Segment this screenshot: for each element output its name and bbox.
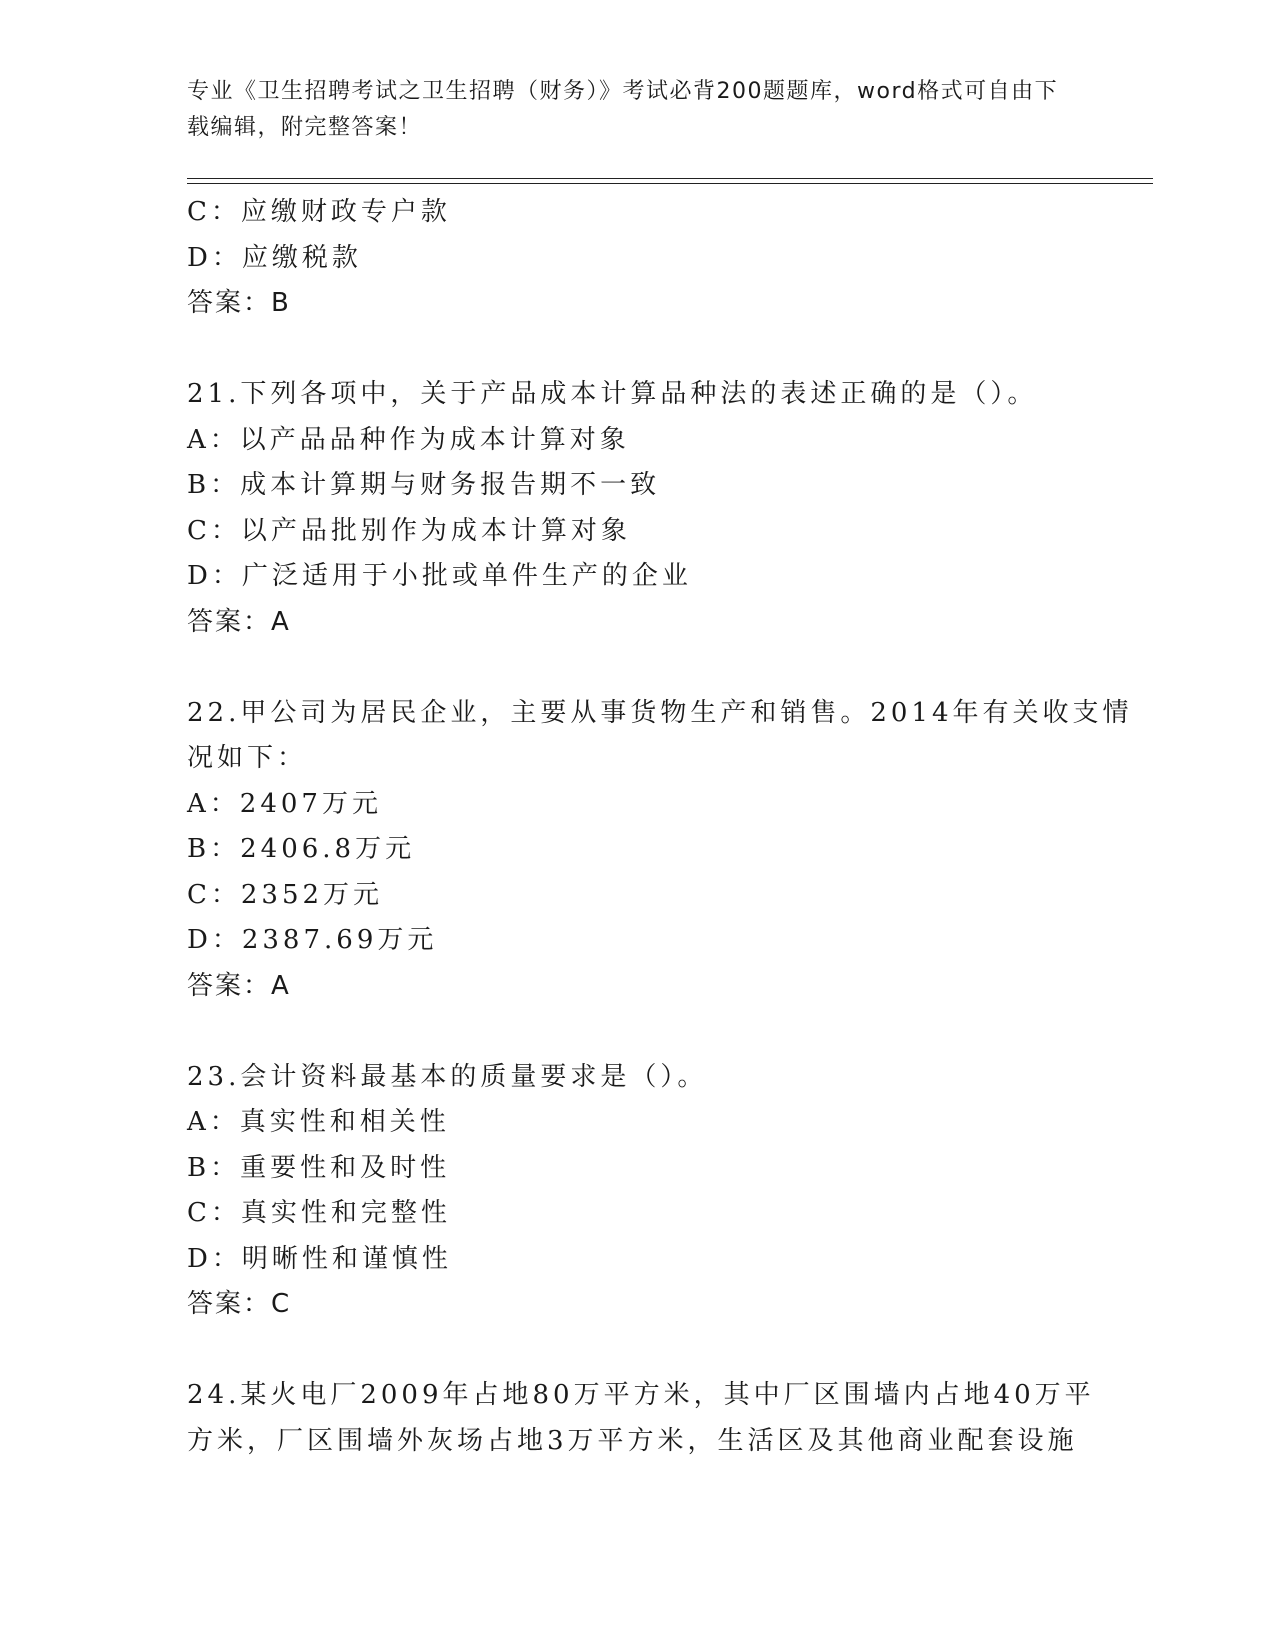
spacer <box>187 327 1087 373</box>
spacer <box>187 1009 1087 1055</box>
option-d: D：广泛适用于小批或单件生产的企业 <box>187 561 692 591</box>
option-c: C：2352万元 <box>187 879 384 910</box>
answer-label: 答案：A <box>187 606 291 637</box>
question-stem-line-1: 24.某火电厂2009年占地80万平方米，其中厂区围墙内占地40万平 <box>187 1380 1095 1410</box>
option-c: C：真实性和完整性 <box>187 1198 451 1228</box>
question-stem: 21.下列各项中，关于产品成本计算品种法的表述正确的是（）。 <box>187 379 1038 409</box>
spacer <box>187 645 1087 691</box>
header-divider-bottom <box>187 183 1153 184</box>
option-d: D：应缴税款 <box>187 242 362 273</box>
question-block-20 <box>187 190 1087 327</box>
option-b: B：重要性和及时性 <box>187 1152 451 1183</box>
header-title: 专业《卫生招聘考试之卫生招聘（财务）》考试必背200题题库，word格式可自由下载编辑，附完整答案！ <box>187 79 1059 140</box>
answer-label: 答案：A <box>187 970 291 1001</box>
question-stem-line-2: 方米，厂区围墙外灰场占地3万平方米，生活区及其他商业配套设施 <box>187 1425 1078 1456</box>
question-stem: 23.会计资料最基本的质量要求是（）。 <box>187 1061 708 1092</box>
option-c: C：应缴财政专户款 <box>187 197 451 227</box>
option-b: B：成本计算期与财务报告期不一致 <box>187 470 661 500</box>
question-block-24 <box>187 1373 1095 1464</box>
option-a: A：2407万元 <box>187 788 382 819</box>
document-header <box>187 74 1067 146</box>
option-b: B：2406.8万元 <box>187 834 416 864</box>
question-list <box>187 190 1133 1464</box>
option-d: D：2387.69万元 <box>187 925 438 955</box>
answer-label: 答案：C <box>187 1289 292 1319</box>
option-c: C：以产品批别作为成本计算对象 <box>187 515 631 546</box>
question-stem-line-2: 况如下： <box>187 743 308 773</box>
option-a: A：真实性和相关性 <box>187 1107 450 1137</box>
question-block-23 <box>187 1055 1087 1328</box>
header-divider-top <box>187 178 1153 179</box>
question-block-21 <box>187 372 1087 645</box>
spacer <box>187 1328 1087 1374</box>
question-stem-line-1: 22.甲公司为居民企业，主要从事货物生产和销售。2014年有关收支情 <box>187 697 1133 728</box>
option-a: A：以产品品种作为成本计算对象 <box>187 424 630 455</box>
question-block-22 <box>187 691 1133 1010</box>
option-d: D：明晰性和谨慎性 <box>187 1243 452 1274</box>
answer-label: 答案：B <box>187 288 291 318</box>
